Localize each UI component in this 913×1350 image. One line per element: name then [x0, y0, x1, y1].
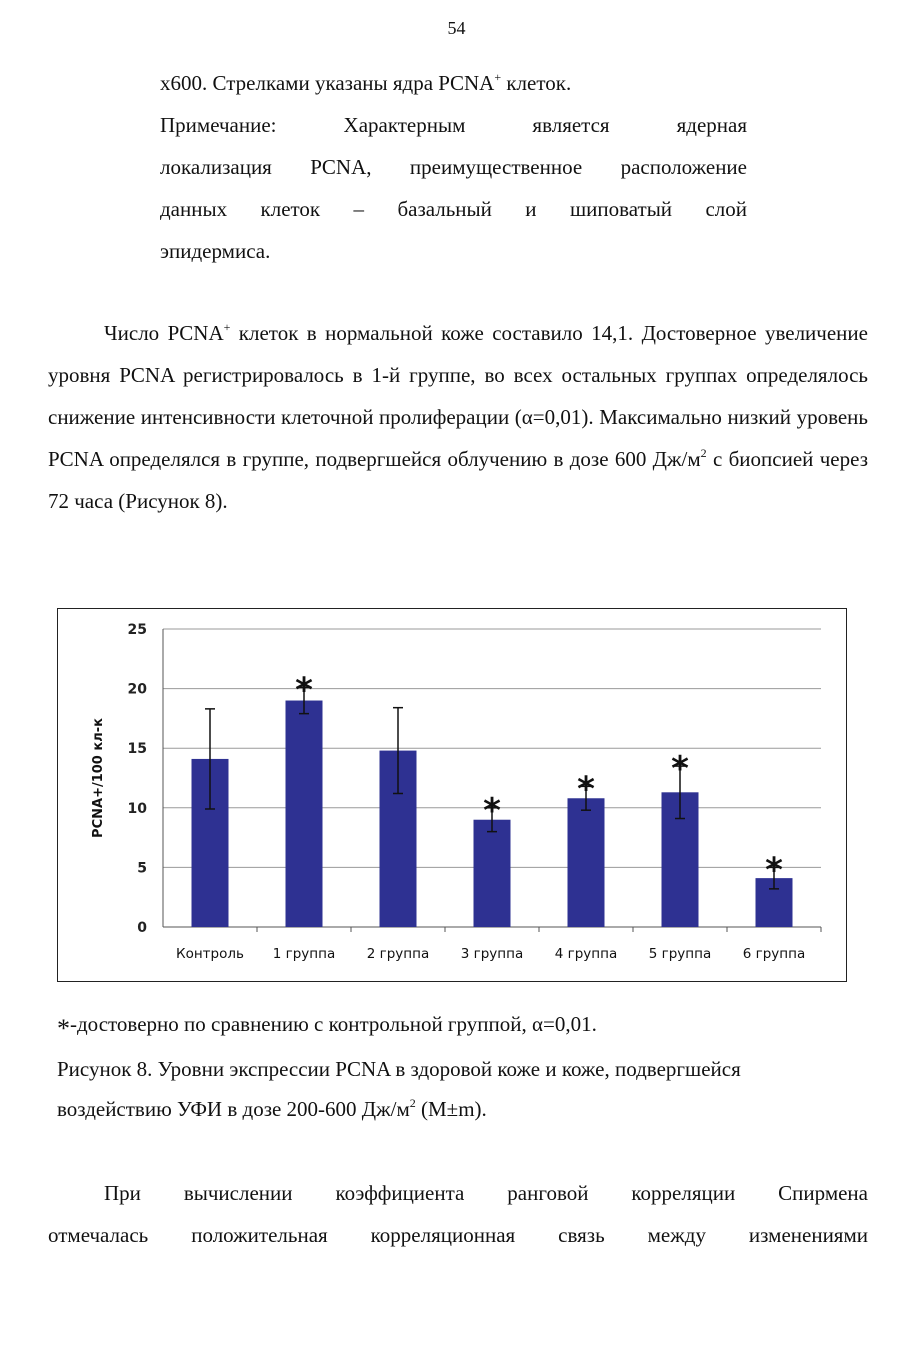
figure-title-line: Рисунок 8. Уровни экспрессии PCNA в здоровой коже и коже, подвергшейся — [57, 1057, 741, 1081]
figure-caption — [57, 1004, 857, 1129]
x-tick-label: Контроль — [176, 946, 244, 962]
correlation-line: При вычислении коэффициента ранговой корреляции Спирмена — [104, 1181, 868, 1205]
chart-canvas — [58, 609, 848, 983]
page-number: 54 — [447, 18, 466, 38]
y-axis-label: PCNA+/100 кл-к — [91, 718, 106, 838]
significance-star: * — [483, 790, 501, 831]
figure-title-line — [57, 1089, 857, 1129]
superscript: + — [223, 320, 231, 334]
note-line: локализация PCNA, преимущественное расположение — [160, 155, 747, 179]
superscript: + — [494, 70, 502, 84]
significance-star: * — [765, 850, 783, 891]
y-tick-label: 20 — [127, 681, 147, 698]
results-paragraph — [48, 312, 868, 522]
superscript: 2 — [700, 446, 707, 460]
bar — [286, 701, 323, 927]
x-tick-label: 3 группа — [460, 946, 524, 962]
text-run: (M±m). — [415, 1097, 487, 1121]
results-text — [48, 312, 868, 522]
note-line: Примечание: Характерным является ядерная — [160, 113, 747, 137]
significance-star: * — [671, 749, 689, 790]
x-tick-label: 2 группа — [366, 946, 430, 962]
note-line: эпидермиса. — [160, 239, 271, 263]
star-symbol: * — [57, 1014, 70, 1043]
bar — [474, 820, 511, 927]
y-tick-label: 0 — [137, 920, 147, 936]
significance-star: * — [577, 769, 595, 810]
y-tick-label: 15 — [127, 741, 147, 758]
figure-note-block — [160, 62, 747, 272]
magnification-line — [160, 62, 747, 104]
y-tick-label: 5 — [137, 860, 147, 877]
x-tick-label: 5 группа — [648, 946, 712, 962]
superscript: 2 — [409, 1096, 416, 1110]
significance-star: * — [295, 670, 313, 711]
text-run: воздействию УФИ в дозе 200-600 Дж/м — [57, 1097, 410, 1121]
correlation-line: отмечалась положительная корреляционная связь между изменениями — [48, 1223, 868, 1247]
bar — [568, 798, 605, 927]
x-tick-label: 6 группа — [742, 946, 806, 962]
magnification-text-end: клеток. — [501, 71, 572, 95]
correlation-paragraph — [48, 1172, 868, 1256]
x-tick-label: 1 группа — [272, 946, 336, 962]
magnification-text: х600. Стрелками указаны ядра PCNA — [160, 71, 495, 95]
y-tick-label: 25 — [127, 622, 147, 638]
y-tick-label: 10 — [127, 800, 147, 817]
bar-chart — [57, 608, 847, 982]
text-run: с биопсией через 72 часа (Рисунок 8). — [48, 447, 868, 513]
note-line: данных клеток – базальный и шиповатый слой — [160, 197, 747, 221]
x-tick-label: 4 группа — [554, 946, 618, 962]
significance-note — [57, 1004, 857, 1049]
text-run: клеток в нормальной коже составило 14,1. Достоверное увеличение уровня PCNA регистрировалось в 1-й группе, во всех остальных группах определялось снижение интенсивности клеточной пролиферации (α=0,01). Максимально низкий уровень PCNA определялся в группе, подвергшейся облучению в дозе 600 Дж/м — [48, 321, 868, 471]
text-run: Число PCNA — [104, 321, 224, 345]
significance-text: -достоверно по сравнению с контрольной группой, α=0,01. — [70, 1012, 597, 1036]
